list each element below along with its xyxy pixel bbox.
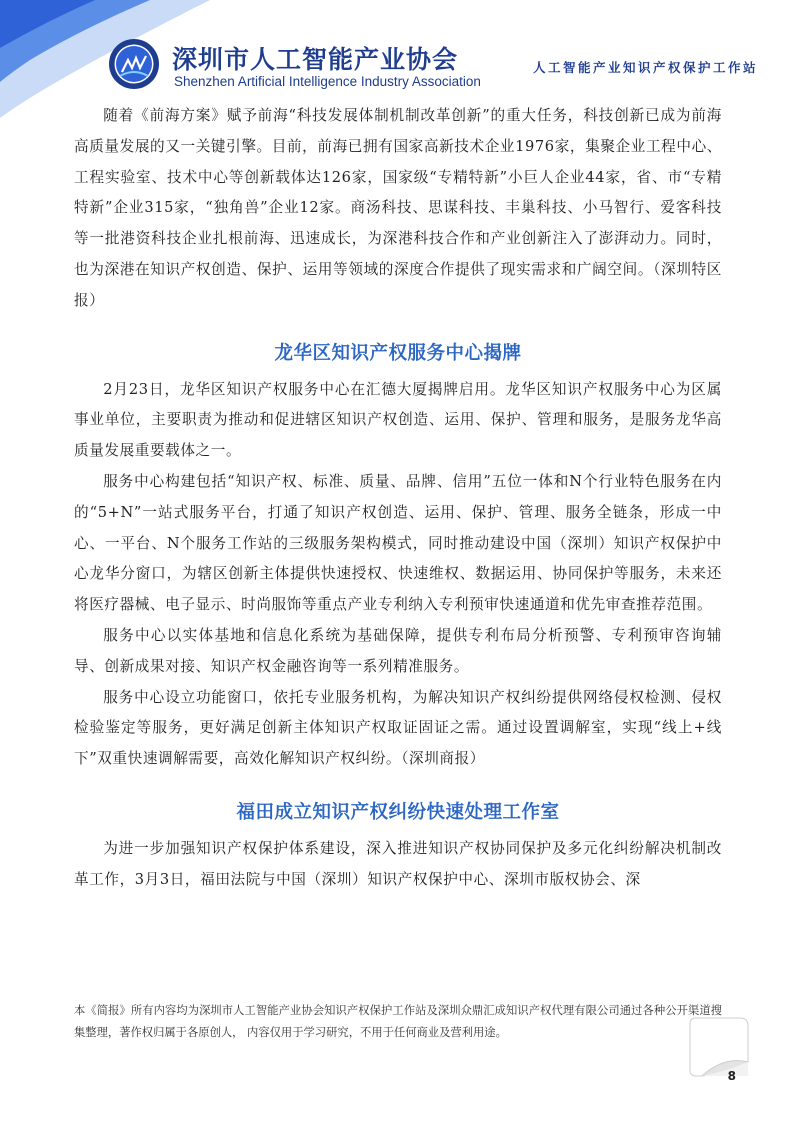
workstation-title: 人工智能产业知识产权保护工作站 [532,60,758,75]
footer-disclaimer: 本《简报》所有内容均为深圳市人工智能产业协会知识产权保护工作站及深圳众鼎汇成知识产权代理有限公司通过各种公开渠道搜集整理，著作权归属于各原创人， 内容仅用于学习研究，不用于任何商业及营利用途。 [74,1004,722,1039]
association-logo [108,38,160,90]
section-heading-futian: 福田成立知识产权纠纷快速处理工作室 [236,801,560,823]
section-heading-longhua: 龙华区知识产权服务中心揭牌 [274,342,522,364]
intro-paragraph: 随着《前海方案》赋予前海“科技发展体制机制改革创新”的重大任务，科技创新已成为前海高质量发展的又一关键引擎。目前，前海已拥有国家高新技术企业1976家，集聚企业工程中心、工程实验室、技术中心等创新载体达126家，国家级“专精特新”小巨人企业44家，省、市“专精特新”企业315家，“独角兽”企业12家。商汤科技、思谋科技、丰巢科技、小马智行、爱客科技等一批港资科技企业扎根前海、迅速成长，为深港科技合作和产业创新注入了澎湃动力。同时，也为深港在知识产权创造、保护、运用等领域的深度合作提供了现实需求和广阔空间。（深圳特区报） [74,107,722,309]
org-name-english: Shenzhen Artificial Intelligence Industry Association [174,74,481,89]
longhua-paragraph-2: 服务中心构建包括“知识产权、标准、质量、品牌、信用”五位一体和N个行业特色服务在内的“5+N”一站式服务平台，打通了知识产权创造、运用、保护、管理、服务全链条，形成一中心、一平台、N个服务工作站的三级服务架构模式，同时推动建设中国（深圳）知识产权保护中心龙华分窗口，为辖区创新主体提供快速授权、快速维权、数据运用、协同保护等服务，未来还将医疗器械、电子显示、时尚服饰等重点产业专利纳入专利预审快速通道和优先审查推荐范围。 [74,472,722,614]
futian-paragraph-1: 为进一步加强知识产权保护体系建设，深入推进知识产权协同保护及多元化纠纷解决机制改革工作，3月3日，福田法院与中国（深圳）知识产权保护中心、深圳市版权协会、深 [74,839,722,888]
page-number: 8 [727,1069,736,1083]
page-curl-icon [684,1012,754,1082]
org-name-chinese: 深圳市人工智能产业协会 [172,45,459,74]
article-body [74,101,722,896]
longhua-paragraph-4: 服务中心设立功能窗口，依托专业服务机构，为解决知识产权纠纷提供网络侵权检测、侵权检验鉴定等服务，更好满足创新主体知识产权取证固证之需。通过设置调解室，实现“线上+线下”双重快速调解需要，高效化解知识产权纠纷。（深圳商报） [74,688,722,768]
longhua-paragraph-3: 服务中心以实体基地和信息化系统为基础保障，提供专利布局分析预警、专利预审咨询辅导、创新成果对接、知识产权金融咨询等一系列精准服务。 [74,626,722,675]
longhua-paragraph-1: 2月23日，龙华区知识产权服务中心在汇德大厦揭牌启用。龙华区知识产权服务中心为区属事业单位，主要职责为推动和促进辖区知识产权创造、运用、保护、管理和服务，是服务龙华高质量发展重要载体之一。 [74,380,722,460]
